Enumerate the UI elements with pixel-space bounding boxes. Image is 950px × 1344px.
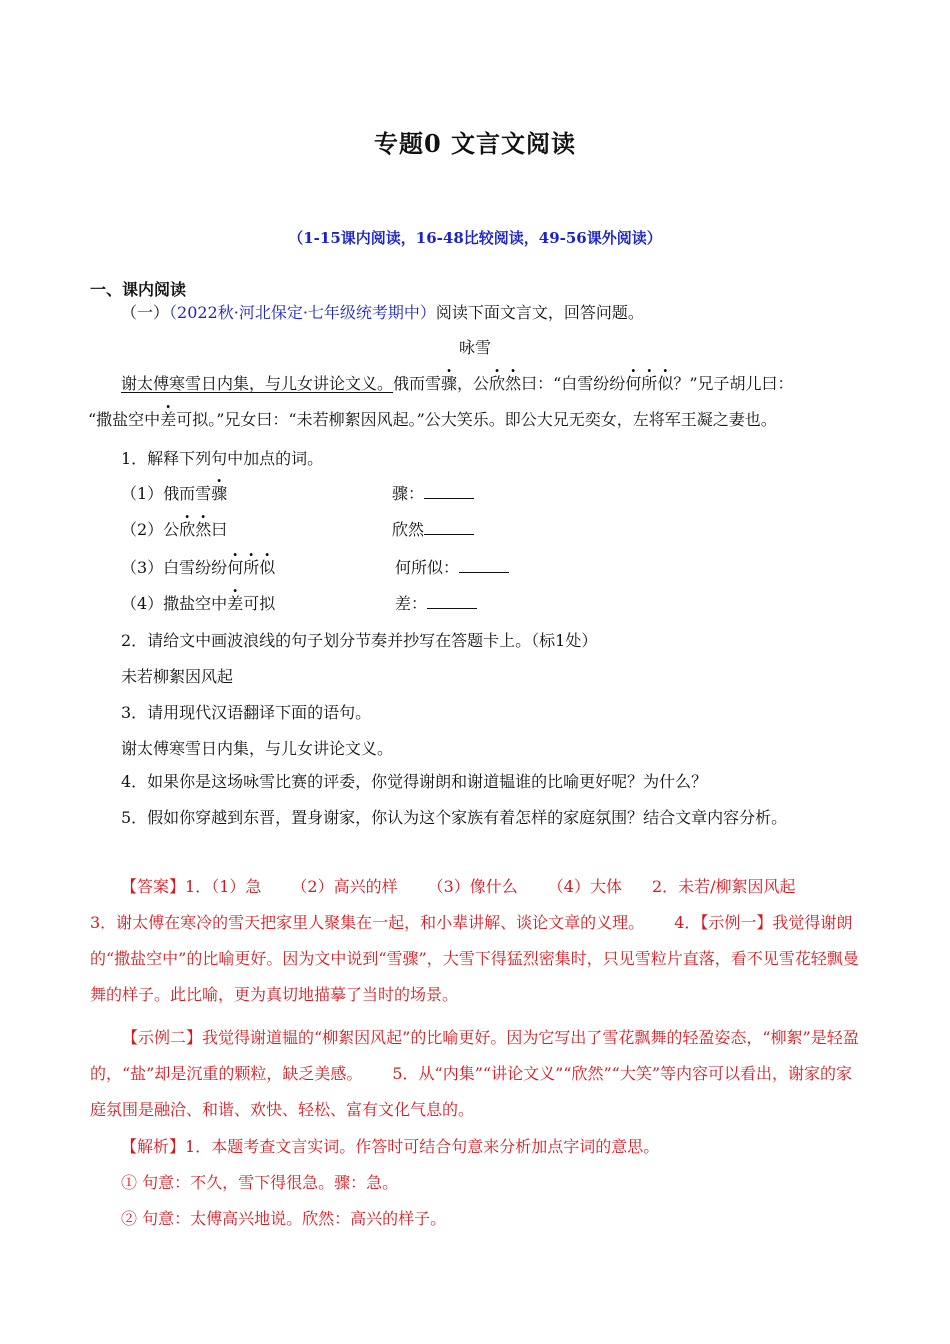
text-fragment: “撒盐空中 bbox=[88, 410, 161, 429]
analysis-line bbox=[121, 1136, 659, 1158]
dotted-char: 骤 bbox=[441, 374, 458, 393]
text-fragment: 俄而雪 bbox=[393, 374, 442, 393]
answer-item: 4．【示例一】我觉得谢朗的“撒盐空中”的比喻更好。因为文中说到“雪骤”，大雪下得猛烈密集时，只见雪粒片直落，看不见雪花轻飘曼舞的样子。此比喻，更为真切地描摹了当时的场景。 bbox=[90, 913, 859, 1004]
source-label: （2022秋·河北保定·七年级统考期中） bbox=[169, 303, 436, 322]
question-4: 4．如果你是这场咏雪比赛的评委，你觉得谢朗和谢道韫谁的比喻更好呢？为什么？ bbox=[121, 772, 708, 791]
question-3-text: 谢太傅寒雪日内集，与儿女讲论文义。 bbox=[121, 739, 394, 758]
dotted-char: 然 bbox=[195, 520, 212, 539]
answer-blank[interactable] bbox=[427, 594, 477, 609]
question-5: 5．假如你穿越到东晋，置身谢家，你认为这个家族有着怎样的家庭氛围？结合文章内容分析。 bbox=[121, 808, 788, 827]
q1-item-text: （2）公 bbox=[121, 520, 180, 539]
answer-blank[interactable] bbox=[424, 484, 474, 499]
part-line bbox=[121, 302, 644, 324]
dotted-char: 差 bbox=[227, 594, 244, 613]
answer-block-1 bbox=[90, 905, 865, 1013]
q1-item-text: 曰 bbox=[211, 520, 228, 539]
text-line-2 bbox=[88, 409, 777, 431]
answer-line-1 bbox=[121, 876, 796, 898]
section-heading: 一、课内阅读 bbox=[90, 280, 187, 299]
dotted-char: 欣 bbox=[179, 520, 196, 539]
dotted-char: 似 bbox=[259, 558, 276, 577]
q1-answer-3 bbox=[395, 557, 509, 579]
answer-block-2 bbox=[90, 1020, 865, 1128]
question-2: 2．请给文中画波浪线的句子划分节奏并抄写在答题卡上。（标1处） bbox=[121, 631, 598, 650]
underlined-sentence: 谢太傅寒雪日内集，与儿女讲论文义。 bbox=[121, 374, 394, 393]
q1-answer-2 bbox=[392, 519, 474, 541]
answer-item: 【示例二】我觉得谢道韫的“柳絮因风起”的比喻更好。因为它写出了雪花飘舞的轻盈姿态，“柳絮”是轻盈的，“盐”却是沉重的颗粒，缺乏美感。 bbox=[90, 1028, 859, 1083]
answer-item: 3．谢太傅在寒冷的雪天把家里人聚集在一起，和小辈讲解、谈论文章的义理。 bbox=[90, 913, 645, 932]
q1-item-1 bbox=[121, 483, 227, 505]
analysis-point-1: ① 句意：不久，雪下得很急。骤：急。 bbox=[121, 1173, 399, 1192]
text-fragment: ？”兄子胡儿曰： bbox=[673, 374, 794, 393]
q1-item-label: 差： bbox=[395, 594, 428, 613]
analysis-label: 【解析】 bbox=[121, 1137, 186, 1156]
question-1: 1．解释下列句中加点的词。 bbox=[121, 449, 324, 468]
q1-item-text: 可拟 bbox=[243, 594, 276, 613]
q1-item-4 bbox=[121, 593, 275, 615]
answer-label: 【答案】 bbox=[121, 877, 186, 896]
text-fragment: 可拟。”兄女曰：“未若柳絮因风起。”公大笑乐。即公大兄无奕女，左将军王凝之妻也。 bbox=[176, 410, 777, 429]
dotted-char: 何 bbox=[625, 374, 642, 393]
dotted-char: 似 bbox=[657, 374, 674, 393]
q1-item-text: （1）俄而雪 bbox=[121, 484, 212, 503]
answer-item: （2）高兴的样 bbox=[291, 877, 398, 896]
dotted-char: 何 bbox=[227, 558, 244, 577]
dotted-char: 所 bbox=[641, 374, 658, 393]
answer-blank[interactable] bbox=[424, 520, 474, 535]
dotted-char: 然 bbox=[505, 374, 522, 393]
answer-item: 5．从“内集”“讲论文义”“欣然”“大笑”等内容可以看出，谢家的家庭氛围是融洽、和谐、欢快、轻松、富有文化气息的。 bbox=[90, 1064, 852, 1119]
answer-item: 1．（1）急 bbox=[185, 877, 262, 896]
poem-title: 咏雪 bbox=[458, 338, 491, 357]
text-fragment: 曰：“白雪纷纷 bbox=[521, 374, 626, 393]
dotted-char: 骤 bbox=[211, 484, 228, 503]
answer-item: （4）大体 bbox=[547, 877, 622, 896]
analysis-point-2: ② 句意：太傅高兴地说。欣然：高兴的样子。 bbox=[121, 1209, 447, 1228]
dotted-char: 所 bbox=[243, 558, 260, 577]
q1-item-label: 骤： bbox=[392, 484, 425, 503]
q1-item-text: （4）撒盐空中 bbox=[121, 594, 228, 613]
q1-item-label: 欣然 bbox=[392, 520, 425, 539]
q1-answer-1 bbox=[392, 483, 474, 505]
dotted-char: 欣 bbox=[489, 374, 506, 393]
answer-item: （3）像什么 bbox=[427, 877, 518, 896]
answer-item: 2．未若/柳絮因风起 bbox=[651, 877, 796, 896]
answer-blank[interactable] bbox=[459, 558, 509, 573]
q1-item-3 bbox=[121, 557, 275, 579]
dotted-char: 差 bbox=[160, 410, 177, 429]
q1-item-2 bbox=[121, 519, 227, 541]
text-line-1 bbox=[121, 373, 794, 395]
instruction: 阅读下面文言文，回答问题。 bbox=[435, 303, 644, 322]
analysis-text: 1．本题考查文言实词。作答时可结合句意来分析加点字词的意思。 bbox=[185, 1137, 660, 1156]
page-title: 专题0 文言文阅读 bbox=[373, 129, 577, 158]
q1-answer-4 bbox=[395, 593, 477, 615]
q1-item-label: 何所似： bbox=[395, 558, 460, 577]
q1-item-text: （3）白雪纷纷 bbox=[121, 558, 228, 577]
question-2-text: 未若柳絮因风起 bbox=[121, 667, 234, 686]
question-3: 3．请用现代汉语翻译下面的语句。 bbox=[121, 703, 372, 722]
page-subtitle: （1-15课内阅读，16-48比较阅读，49-56课外阅读） bbox=[288, 229, 662, 247]
text-fragment: ，公 bbox=[457, 374, 490, 393]
part-label: （一） bbox=[121, 303, 170, 322]
